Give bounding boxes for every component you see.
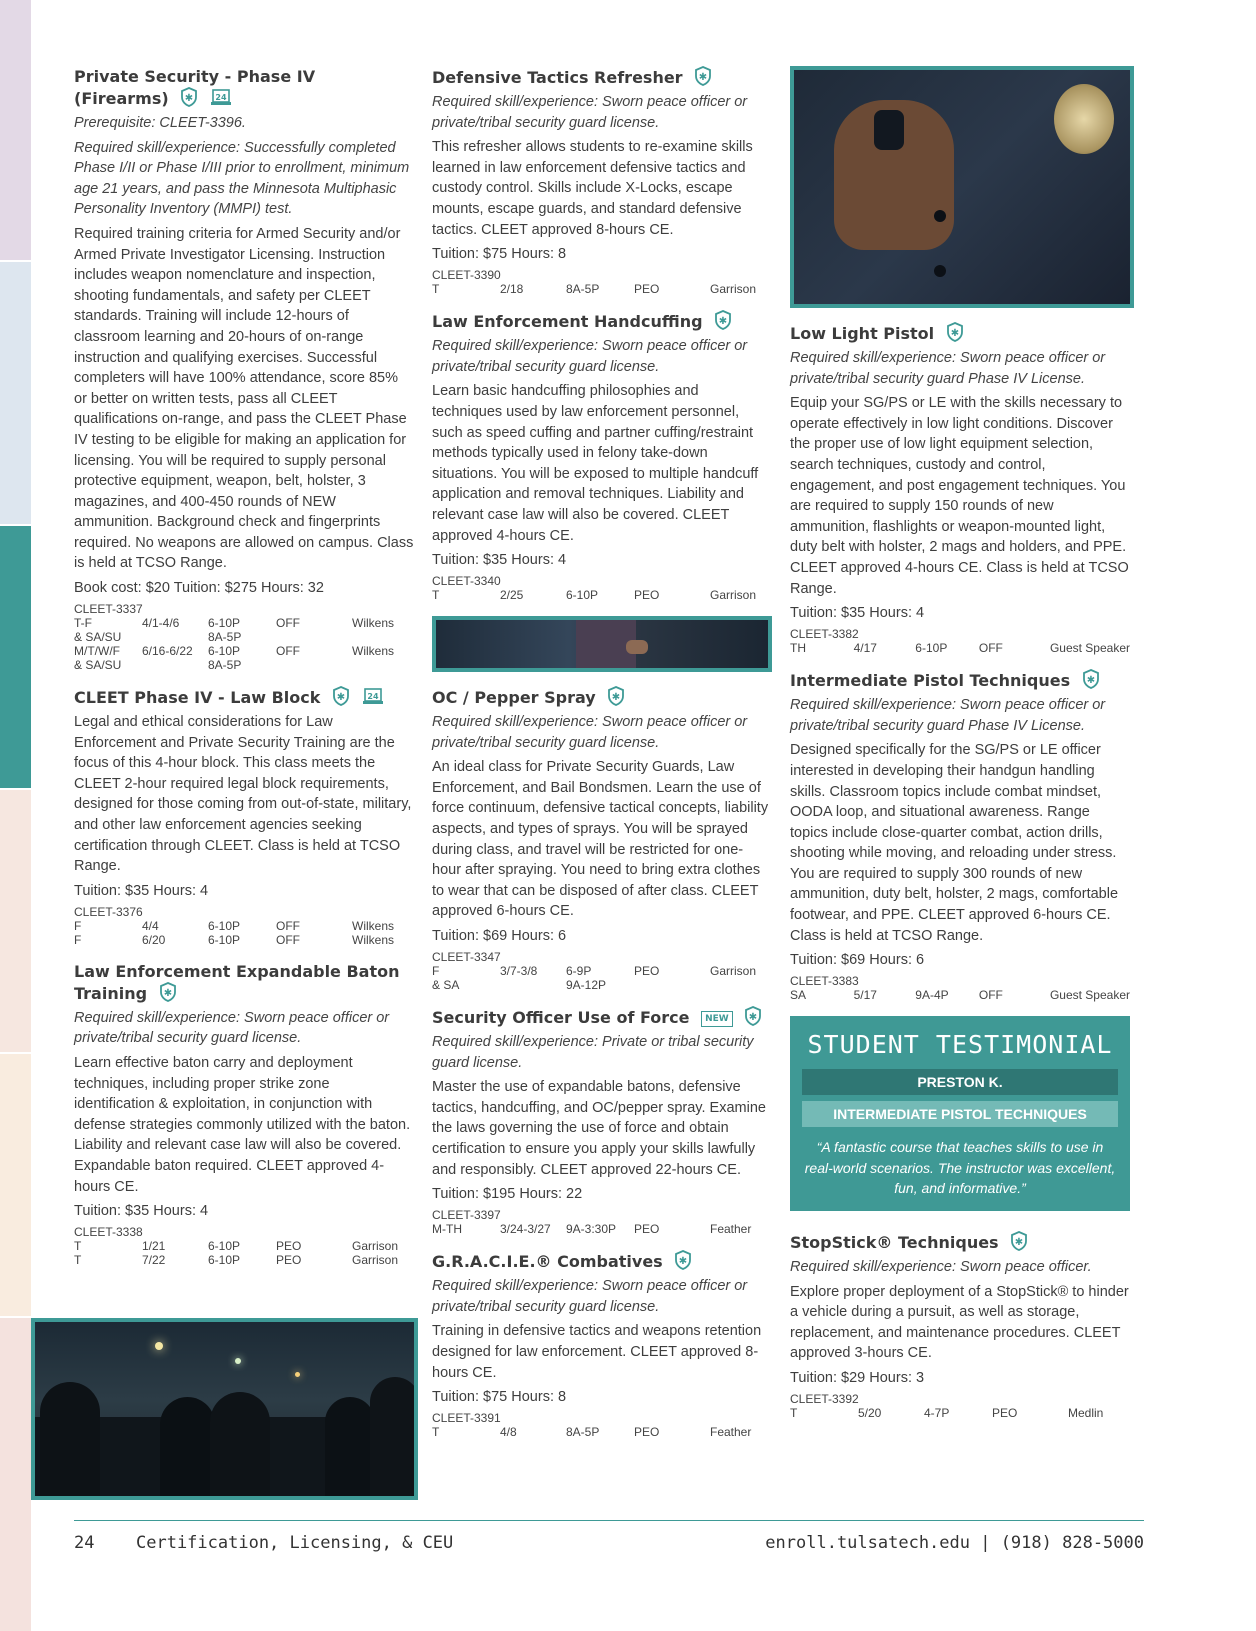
course-description: Required training criteria for Armed Security and/or Armed Private Investigator Licensing. Instruction includes weapon nomenclature and inspection, shooting fundamentals, and safety per CLEET standards. Training will include 12-hours of classroom learning and 20-hours of on-range instruction and qualifying exercises. Successful completers will have 100% attendance, score 85% or better on written tests, pass all CLEET qualifications on-range, and pass the CLEET Phase IV testing to be eligible for making an application for licensing. You will be required to supply personal protective equipment, weapon, belt, holster, 3 magazines, and 400-450 rounds of NEW ammunition. Background check and fingerprints required. No weapons are allowed on campus. Class is held at TCSO Range. bbox=[74, 225, 414, 572]
session-instructor: Feather bbox=[710, 1222, 752, 1237]
24-hour-ce-icon bbox=[210, 89, 232, 107]
session-time: 9A-4P bbox=[915, 988, 949, 1003]
course-tuition: Tuition: $69 Hours: 6 bbox=[790, 952, 925, 969]
course-required-skill: Required skill/experience: Successfully completed Phase I/II or Phase I/III prior to enrollment, minimum age 21 years, and pass the Minnesota Multiphasic Personality Inventory (MMPI) test. bbox=[74, 139, 410, 218]
course-security-officer-use-of-force bbox=[432, 1006, 772, 1236]
session-days: T bbox=[432, 282, 440, 297]
column-middle bbox=[432, 66, 772, 1453]
course-description: Learn effective baton carry and deployment techniques, including proper strike zone identification & exploitation, in conjunction with defense strategies commonly utilized with the baton. Liability and relevant case law will also be covered. Expandable baton required. CLEET approved 4-hours CE. bbox=[74, 1055, 411, 1195]
svg-text:✱: ✱ bbox=[163, 987, 172, 999]
svg-text:✱: ✱ bbox=[1086, 675, 1095, 687]
session-dates: 6/16-6/22 bbox=[142, 644, 193, 659]
footer-contact[interactable]: enroll.tulsatech.edu | (918) 828-5000 bbox=[765, 1533, 1144, 1553]
schedule-row bbox=[74, 658, 414, 672]
24-hour-ce-icon bbox=[362, 688, 384, 706]
course-code: CLEET-3397 bbox=[432, 1208, 501, 1223]
session-time: 8A-5P bbox=[208, 630, 242, 645]
svg-text:✱: ✱ bbox=[749, 1012, 758, 1024]
session-days: F bbox=[74, 932, 82, 947]
session-instructor: Garrison bbox=[352, 1239, 399, 1254]
course-tuition: Tuition: $29 Hours: 3 bbox=[790, 1370, 925, 1386]
course-tuition: Book cost: $20 Tuition: $275 Hours: 32 bbox=[74, 580, 324, 597]
session-days: T bbox=[432, 1425, 440, 1440]
session-instructor: Guest Speaker bbox=[1049, 641, 1130, 656]
course-tuition: Tuition: $75 Hours: 8 bbox=[432, 246, 567, 263]
session-location: OFF bbox=[978, 988, 1003, 1003]
session-location: OFF bbox=[276, 918, 300, 933]
course-description: Training in defensive tactics and weapons retention designed for law enforcement. CLEET approved 8-hours CE. bbox=[432, 1323, 762, 1381]
session-days: T bbox=[432, 588, 440, 603]
session-days: TH bbox=[790, 641, 806, 656]
course-schedule bbox=[74, 905, 414, 947]
course-title: Defensive Tactics Refresher ✱ bbox=[432, 66, 772, 88]
session-dates: 3/7-3/8 bbox=[500, 964, 538, 979]
session-instructor: Wilkens bbox=[352, 644, 395, 659]
course-description: Explore proper deployment of a StopStick® to hinder a vehicle during a pursuit, as well as storage, replacement, and maintenance procedures. CLEET approved 3-hours CE. bbox=[790, 1283, 1129, 1362]
course-required-skill: Required skill/experience: Sworn peace officer or private/tribal security guard license. bbox=[432, 1278, 748, 1315]
course-schedule bbox=[74, 602, 414, 672]
course-schedule bbox=[432, 1411, 772, 1439]
column-left bbox=[74, 66, 414, 1281]
session-dates: 6/20 bbox=[142, 932, 166, 947]
session-time: 8A-5P bbox=[208, 658, 242, 673]
section-tab-teal-active bbox=[0, 526, 31, 788]
schedule-row bbox=[74, 630, 414, 644]
course-title: Private Security - Phase IV (Firearms) ✱ 24 bbox=[74, 67, 316, 108]
cleet-shield-icon bbox=[744, 1006, 762, 1026]
course-required-skill: Required skill/experience: Sworn peace officer or private/tribal security guard license. bbox=[74, 1009, 390, 1047]
schedule-row bbox=[432, 964, 772, 978]
session-days: SA bbox=[790, 988, 807, 1003]
course-title: Intermediate Pistol Techniques ✱ bbox=[790, 669, 1130, 691]
session-location: PEO bbox=[634, 1222, 660, 1237]
session-dates: 2/18 bbox=[500, 282, 524, 297]
session-instructor: Wilkens bbox=[352, 616, 395, 631]
footer-section-title: Certification, Licensing, & CEU bbox=[136, 1533, 454, 1553]
course-intermediate-pistol-techniques bbox=[790, 669, 1130, 1002]
session-location: PEO bbox=[634, 964, 660, 979]
session-time: 9A-3:30P bbox=[566, 1222, 617, 1237]
cleet-shield-icon bbox=[946, 322, 964, 342]
course-title: Low Light Pistol ✱ bbox=[790, 322, 1130, 344]
course-gracie-combatives bbox=[432, 1250, 772, 1439]
section-tab-blue bbox=[0, 262, 31, 524]
section-tab-cream bbox=[0, 1054, 31, 1316]
cleet-shield-icon bbox=[180, 87, 198, 107]
session-time: 6-10P bbox=[915, 641, 948, 656]
svg-text:✱: ✱ bbox=[336, 692, 346, 704]
course-required-skill: Required skill/experience: Sworn peace officer or private/tribal security guard license. bbox=[432, 338, 748, 375]
testimonial-heading: STUDENT TESTIMONIAL bbox=[807, 1030, 1113, 1060]
course-prerequisite: Prerequisite: CLEET-3396. bbox=[74, 115, 246, 131]
testimonial-quote: “A fantastic course that teaches skills to use in real-world scenarios. The instructor was excellent, fun, and informative.” bbox=[804, 1139, 1116, 1197]
session-location: OFF bbox=[978, 641, 1003, 656]
cleet-shield-icon bbox=[694, 66, 712, 86]
course-low-light-pistol bbox=[790, 322, 1130, 655]
svg-text:✱: ✱ bbox=[679, 1256, 688, 1268]
course-schedule bbox=[74, 1225, 414, 1267]
session-instructor: Guest Speaker bbox=[1049, 988, 1130, 1003]
course-code: CLEET-3391 bbox=[432, 1411, 501, 1426]
cleet-shield-icon bbox=[674, 1250, 692, 1270]
course-tuition: Tuition: $75 Hours: 8 bbox=[432, 1389, 567, 1406]
cleet-shield-icon bbox=[607, 686, 625, 706]
session-time: 8A-5P bbox=[566, 282, 600, 297]
cleet-shield-icon bbox=[714, 310, 732, 330]
session-instructor: Garrison bbox=[710, 588, 757, 603]
session-dates: 5/20 bbox=[858, 1406, 882, 1420]
course-schedule bbox=[432, 950, 772, 992]
course-required-skill: Required skill/experience: Sworn peace officer. bbox=[790, 1259, 1092, 1276]
course-code: CLEET-3392 bbox=[790, 1392, 859, 1406]
course-schedule bbox=[432, 574, 772, 602]
cleet-shield-icon bbox=[159, 982, 177, 1002]
course-required-skill: Required skill/experience: Sworn peace officer or private/tribal security guard Phase IV License. bbox=[790, 350, 1106, 387]
footer-divider bbox=[74, 1520, 1144, 1521]
course-code: CLEET-3340 bbox=[432, 574, 501, 589]
session-time: 6-10P bbox=[208, 616, 241, 631]
course-code: CLEET-3376 bbox=[74, 904, 143, 919]
session-days: & SA/SU bbox=[74, 658, 122, 673]
course-required-skill: Required skill/experience: Private or tribal security guard license. bbox=[432, 1034, 754, 1071]
session-instructor: Garrison bbox=[710, 964, 757, 979]
schedule-row bbox=[790, 641, 1130, 655]
schedule-row bbox=[432, 1425, 772, 1439]
session-days: & SA/SU bbox=[74, 630, 122, 645]
course-cleet-phase-iv-law-block bbox=[74, 686, 414, 947]
svg-text:✱: ✱ bbox=[698, 72, 708, 83]
course-code: CLEET-3337 bbox=[74, 602, 143, 617]
course-code: CLEET-3390 bbox=[432, 268, 501, 283]
column-right bbox=[790, 66, 1130, 1434]
course-description: Master the use of expandable batons, defensive tactics, handcuffing, and OC/pepper spray. Examine the laws governing the use of force and obtain certification to ensure you apply your skills lawfully and responsibly. CLEET approved 22-hours CE. bbox=[432, 1079, 766, 1178]
session-dates bbox=[500, 978, 566, 992]
course-description: Designed specifically for the SG/PS or LE officer interested in developing their handgun handling skills. Classroom topics include combat mindset, OODA loop, and situational awareness. Range topics include close-quarter combat, action drills, shooting while moving, and reloading under stress. You are required to supply 300 rounds of new ammunition, duty belt, holster, 2 mags, comfortable footwear, and PPE. CLEET approved 6-hours CE. Class is held at TCSO Range. bbox=[790, 742, 1119, 944]
course-title: OC / Pepper Spray ✱ bbox=[432, 686, 772, 708]
course-expandable-baton-training bbox=[74, 961, 414, 1267]
testimonial-name: PRESTON K. bbox=[802, 1069, 1118, 1095]
section-tab-peach bbox=[0, 790, 31, 1052]
session-instructor: Wilkens bbox=[352, 932, 395, 947]
course-tuition: Tuition: $35 Hours: 4 bbox=[432, 552, 567, 569]
session-instructor: Garrison bbox=[710, 282, 757, 297]
session-days: T-F bbox=[74, 616, 92, 631]
course-tuition: Tuition: $35 Hours: 4 bbox=[74, 1203, 209, 1220]
course-required-skill: Required skill/experience: Sworn peace officer or private/tribal security guard license. bbox=[432, 94, 748, 131]
course-description: This refresher allows students to re-examine skills learned in law enforcement defensive tactics and custody control. Skills include X-Locks, escape mounts, escape guards, and standard defensive tactics. CLEET approved 8-hours CE. bbox=[432, 139, 753, 238]
schedule-row bbox=[790, 988, 1130, 1002]
session-location: PEO bbox=[276, 1253, 302, 1268]
course-tuition: Tuition: $195 Hours: 22 bbox=[432, 1186, 583, 1203]
course-description: Learn basic handcuffing philosophies and techniques used by law enforcement personnel, such as speed cuffing and partner cuffing/restraint methods typically used in felony take-down situations. You will be exposed to multiple handcuff application and removal techniques. Liability and relevant case law will also be covered. CLEET approved 4-hours CE. bbox=[432, 383, 759, 544]
session-time: 4-7P bbox=[924, 1406, 950, 1420]
course-description: An ideal class for Private Security Guards, Law Enforcement, and Bail Bondsmen. Learn the use of force continuum, defensive tactical concepts, liability aspects, and types of sprays. You will be sprayed during class, and travel will be restricted for one-hour after spraying. You need to bring extra clothes to wear that can be disposed of after class. CLEET approved 6-hours CE. bbox=[432, 759, 769, 920]
course-title: Law Enforcement Expandable Baton Training ✱ bbox=[74, 961, 400, 1003]
schedule-row bbox=[432, 282, 772, 296]
course-private-security-phase-iv bbox=[74, 66, 414, 672]
session-time: 6-10P bbox=[208, 918, 241, 933]
course-title: StopStick® Techniques ✱ bbox=[790, 1231, 1130, 1253]
schedule-row bbox=[432, 1222, 772, 1236]
session-time: 6-10P bbox=[208, 932, 241, 947]
course-schedule bbox=[790, 627, 1130, 655]
course-tuition: Tuition: $35 Hours: 4 bbox=[790, 605, 925, 622]
session-location: PEO bbox=[992, 1406, 1018, 1420]
session-days: F bbox=[74, 918, 82, 933]
photo-officer-badge bbox=[790, 66, 1134, 308]
course-schedule bbox=[790, 974, 1130, 1002]
session-dates: 4/17 bbox=[853, 641, 877, 656]
cleet-shield-icon bbox=[1010, 1231, 1028, 1251]
session-dates: 5/17 bbox=[853, 988, 877, 1003]
session-days: T bbox=[74, 1239, 82, 1254]
svg-text:✱: ✱ bbox=[1014, 1237, 1024, 1249]
svg-text:✱: ✱ bbox=[185, 93, 194, 104]
course-law-enforcement-handcuffing bbox=[432, 310, 772, 602]
course-schedule bbox=[432, 1208, 772, 1236]
session-location bbox=[276, 630, 352, 644]
course-title: Security Officer Use of Force NEW ✱ bbox=[432, 1006, 772, 1028]
session-dates: 1/21 bbox=[142, 1239, 166, 1254]
session-days: T bbox=[790, 1406, 798, 1420]
session-days: F bbox=[432, 964, 440, 979]
session-days: M/T/W/F bbox=[74, 644, 120, 659]
course-description: Legal and ethical considerations for Law Enforcement and Private Security Training are the focus of this 4-hour block. This class meets the CLEET 2-hour required legal block requirements, designed for those coming from out-of-state, military, and other law enforcement agencies seeking certification through CLEET. Class is held at TCSO Range. bbox=[74, 714, 412, 875]
course-oc-pepper-spray bbox=[432, 686, 772, 992]
schedule-row bbox=[432, 588, 772, 602]
session-location: PEO bbox=[634, 282, 660, 297]
session-days: M-TH bbox=[432, 1222, 462, 1237]
course-stopstick-techniques bbox=[790, 1231, 1130, 1420]
course-code: CLEET-3383 bbox=[790, 974, 859, 989]
schedule-row bbox=[74, 919, 414, 933]
course-title: Law Enforcement Handcuffing ✱ bbox=[432, 310, 772, 332]
session-dates bbox=[142, 630, 208, 644]
course-code: CLEET-3338 bbox=[74, 1225, 143, 1240]
svg-text:✱: ✱ bbox=[612, 692, 621, 704]
schedule-row bbox=[74, 933, 414, 947]
session-instructor: Feather bbox=[710, 1425, 752, 1440]
course-required-skill: Required skill/experience: Sworn peace officer or private/tribal security guard license. bbox=[432, 714, 748, 751]
session-time: 6-9P bbox=[566, 964, 592, 979]
testimonial-course: INTERMEDIATE PISTOL TECHNIQUES bbox=[802, 1101, 1118, 1127]
student-testimonial bbox=[790, 1016, 1130, 1211]
course-defensive-tactics-refresher bbox=[432, 66, 772, 296]
session-location: OFF bbox=[276, 932, 300, 947]
session-time: 8A-5P bbox=[566, 1425, 600, 1440]
session-location: PEO bbox=[634, 1425, 660, 1440]
course-required-skill: Required skill/experience: Sworn peace officer or private/tribal security guard Phase IV License. bbox=[790, 697, 1106, 734]
session-instructor: Medlin bbox=[1068, 1406, 1104, 1420]
course-tuition: Tuition: $69 Hours: 6 bbox=[432, 928, 567, 945]
svg-text:✱: ✱ bbox=[950, 328, 959, 339]
session-time: 9A-12P bbox=[566, 978, 607, 993]
course-title: G.R.A.C.I.E.® Combatives ✱ bbox=[432, 1250, 772, 1272]
svg-text:24: 24 bbox=[366, 692, 379, 702]
session-location bbox=[634, 978, 710, 992]
session-dates bbox=[142, 658, 208, 672]
session-instructor: Garrison bbox=[352, 1253, 399, 1268]
session-instructor: Wilkens bbox=[352, 918, 395, 933]
photo-handcuffs-car bbox=[432, 616, 772, 672]
session-location: PEO bbox=[276, 1239, 302, 1254]
photo-police-line-night bbox=[31, 1318, 418, 1500]
session-location bbox=[276, 658, 352, 672]
session-time: 6-10P bbox=[208, 1239, 241, 1254]
course-code: CLEET-3382 bbox=[790, 627, 859, 642]
session-location: PEO bbox=[634, 588, 660, 603]
schedule-row bbox=[74, 616, 414, 630]
schedule-row bbox=[74, 644, 414, 658]
course-description: Equip your SG/PS or LE with the skills necessary to operate effectively in low light conditions. Discover the proper use of low light equipment selection, search techniques, custody and control, engagement, and post engagement techniques. You are required to supply 150 rounds of new ammunition, flashlights or weapon-mounted light, duty belt with holster, 2 mags and holders, and PPE. CLEET approved 4-hours CE. Class is held at TCSO Range. bbox=[790, 395, 1129, 597]
schedule-row bbox=[432, 978, 772, 992]
svg-text:✱: ✱ bbox=[718, 316, 728, 328]
section-tab-pink bbox=[0, 1318, 31, 1631]
cleet-shield-icon bbox=[1082, 669, 1100, 689]
course-schedule bbox=[790, 1392, 1130, 1420]
session-dates: 3/24-3/27 bbox=[500, 1222, 551, 1237]
course-code: CLEET-3347 bbox=[432, 950, 501, 965]
session-dates: 2/25 bbox=[500, 588, 524, 603]
session-time: 6-10P bbox=[208, 1253, 241, 1268]
session-location: OFF bbox=[276, 644, 300, 659]
session-time: 6-10P bbox=[566, 588, 599, 603]
page-number: 24 bbox=[74, 1533, 95, 1553]
session-days: & SA bbox=[432, 978, 460, 993]
section-tab-purple bbox=[0, 0, 31, 260]
schedule-row bbox=[790, 1406, 1130, 1420]
schedule-row bbox=[74, 1239, 414, 1253]
session-dates: 4/1-4/6 bbox=[142, 616, 180, 631]
cleet-shield-icon bbox=[332, 686, 350, 706]
session-dates: 7/22 bbox=[142, 1253, 166, 1268]
course-title: CLEET Phase IV - Law Block ✱ 24 bbox=[74, 686, 414, 708]
course-schedule bbox=[432, 268, 772, 296]
schedule-row bbox=[74, 1253, 414, 1267]
session-dates: 4/4 bbox=[142, 918, 159, 933]
svg-text:24: 24 bbox=[215, 93, 227, 102]
course-tuition: Tuition: $35 Hours: 4 bbox=[74, 882, 209, 899]
session-time: 6-10P bbox=[208, 644, 241, 659]
session-location: OFF bbox=[276, 616, 300, 631]
session-dates: 4/8 bbox=[500, 1425, 517, 1440]
new-badge: NEW bbox=[701, 1011, 733, 1027]
session-days: T bbox=[74, 1253, 82, 1268]
